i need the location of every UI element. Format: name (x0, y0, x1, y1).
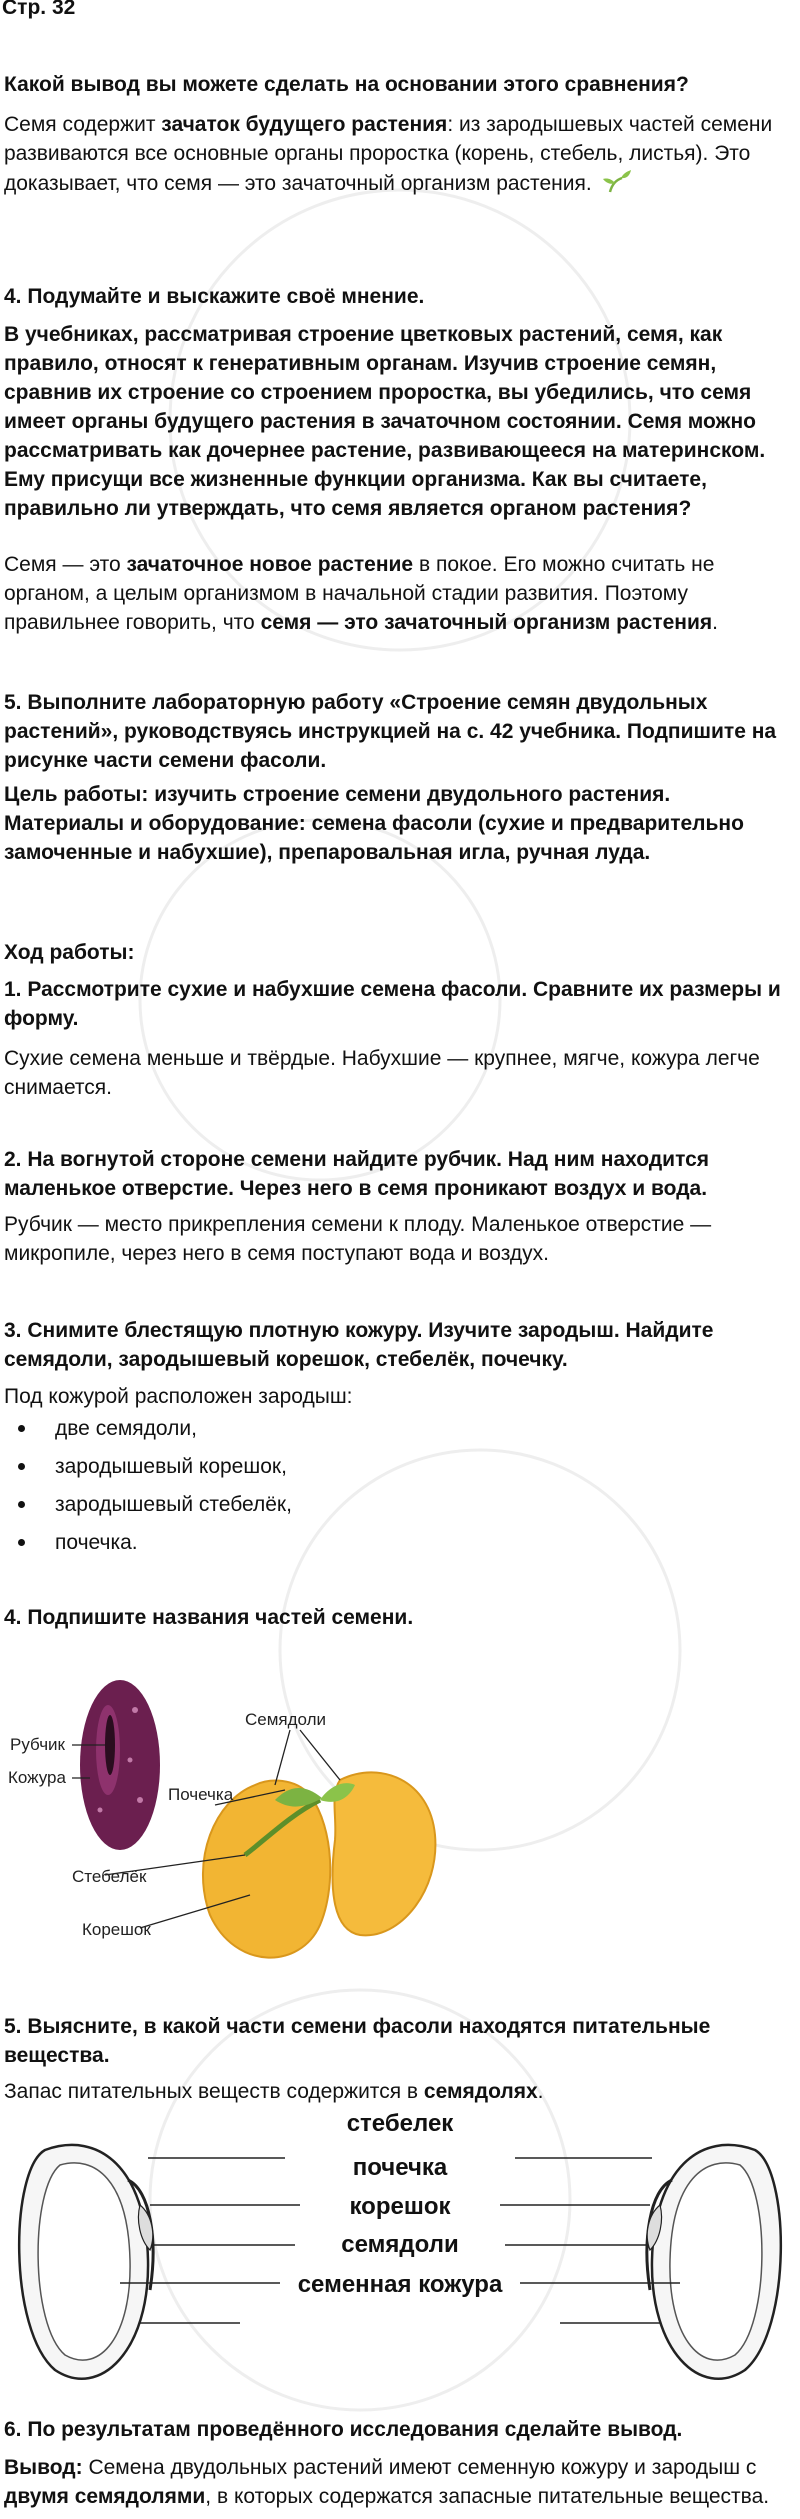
step6-question: 6. По результатам проведённого исследования сделайте вывод. (4, 2418, 683, 2441)
step3-question: 3. Снимите блестящую плотную кожуру. Изучите зародыш. Найдите семядоли, зародышевый корешок, стебелёк, почечку. (4, 1319, 714, 1371)
step5-question: 5. Выясните, в какой части семени фасоли находятся питательные вещества. (4, 2015, 711, 2067)
step1-question: 1. Рассмотрите сухие и набухшие семена фасоли. Сравните их размеры и форму. (4, 978, 781, 1030)
label-stebelek: Стебелёк (72, 1867, 147, 1886)
s4-answer: Семя — это зачаточное новое растение в покое. Его можно считать не органом, а целым организмом в начальной стадии развития. Поэтому правильнее говорить, что семя — это зачаточный организм растения. (4, 553, 718, 634)
label-kozhura: Кожура (8, 1768, 66, 1787)
s4-heading: 4. Подумайте и выскажите своё мнение. (4, 285, 425, 308)
step4-question: 4. Подпишите названия частей семени. (4, 1606, 414, 1629)
label-pochechka: Почечка (168, 1785, 234, 1804)
sprout-icon (602, 168, 632, 194)
label-rubchik: Рубчик (10, 1735, 65, 1754)
list-item: зародышевый корешок, (55, 1455, 287, 1478)
s5-goal: Цель работы: изучить строение семени двудольного растения. Материалы и оборудование: семена фасоли (сухие и предварительно замоченные и набухшие), препаровальная игла, ручная луда. (4, 783, 744, 864)
s5-heading: 5. Выполните лабораторную работу «Строение семян двудольных растений», руководствуясь инструкцией на с. 42 учебника. Подпишите на рисунке части семени фасоли. (4, 691, 777, 772)
list-item: почечка. (55, 1531, 138, 1554)
step5-answer: Запас питательных веществ содержится в семядолях. (4, 2080, 544, 2103)
s4-question: В учебниках, рассматривая строение цветковых растений, семя, как правило, относят к генеративным органам. Изучив строение семян, сравнив их строение со строением проростка, вы убедились, что семя имеет органы будущего растения в зачаточном состоянии. Семя можно рассматривать как дочернее растение, развивающееся на материнском. Ему присущи все жизненные функции организма. Как вы считаете, правильно ли утверждать, что семя является органом растения? (4, 323, 766, 520)
bullet (18, 1425, 25, 1432)
cotyledon-right (333, 1772, 436, 1935)
bullet (18, 1463, 25, 1470)
label-koreshok-2: корешок (349, 2193, 451, 2220)
step2-question: 2. На вогнутой стороне семени найдите рубчик. Над ним находится маленькое отверстие. Через него в семя проникают воздух и вода. (4, 1148, 710, 1200)
seed-coat-shape (80, 1680, 160, 1850)
label-stebelek-2: стебелек (346, 2110, 454, 2137)
step2-answer: Рубчик — место прикрепления семени к плоду. Маленькое отверстие — микропиле, через него в семя поступают вода и воздух. (4, 1213, 712, 1265)
step1-answer: Сухие семена меньше и твёрдые. Набухшие — крупнее, мягче, кожура легче снимается. (4, 1047, 760, 1099)
page-number: Стр. 32 (2, 0, 76, 19)
step6-answer: Вывод: Семена двудольных растений имеют семенную кожуру и зародыш с двумя семядолями, в которых содержатся запасные питательные вещества. (4, 2456, 770, 2508)
bullet (18, 1501, 25, 1508)
comparison-question: Какой вывод вы можете сделать на основании этого сравнения? (4, 73, 689, 96)
bean-seed-parts-figure (0, 1650, 800, 1980)
label-semyadoli-2: семядоли (341, 2231, 459, 2258)
work-heading: Ход работы: (4, 941, 135, 964)
step3-intro: Под кожурой расположен зародыш: (4, 1385, 353, 1408)
label-semyadoli: Семядоли (245, 1710, 327, 1729)
label-seed-coat-2: семенная кожура (297, 2271, 503, 2298)
bullet (18, 1539, 25, 1546)
label-koreshok: Корешок (82, 1920, 151, 1939)
list-item: две семядоли, (55, 1417, 197, 1440)
label-pochechka-2: почечка (352, 2154, 448, 2181)
comparison-answer: Семя содержит зачаток будущего растения: из зародышевых частей семени развиваются все основные органы проростка (корень, стебель, листья). Это доказывает, что семя — это зачаточный организм растения. (4, 113, 773, 195)
list-item: зародышевый стебелёк, (55, 1493, 292, 1516)
